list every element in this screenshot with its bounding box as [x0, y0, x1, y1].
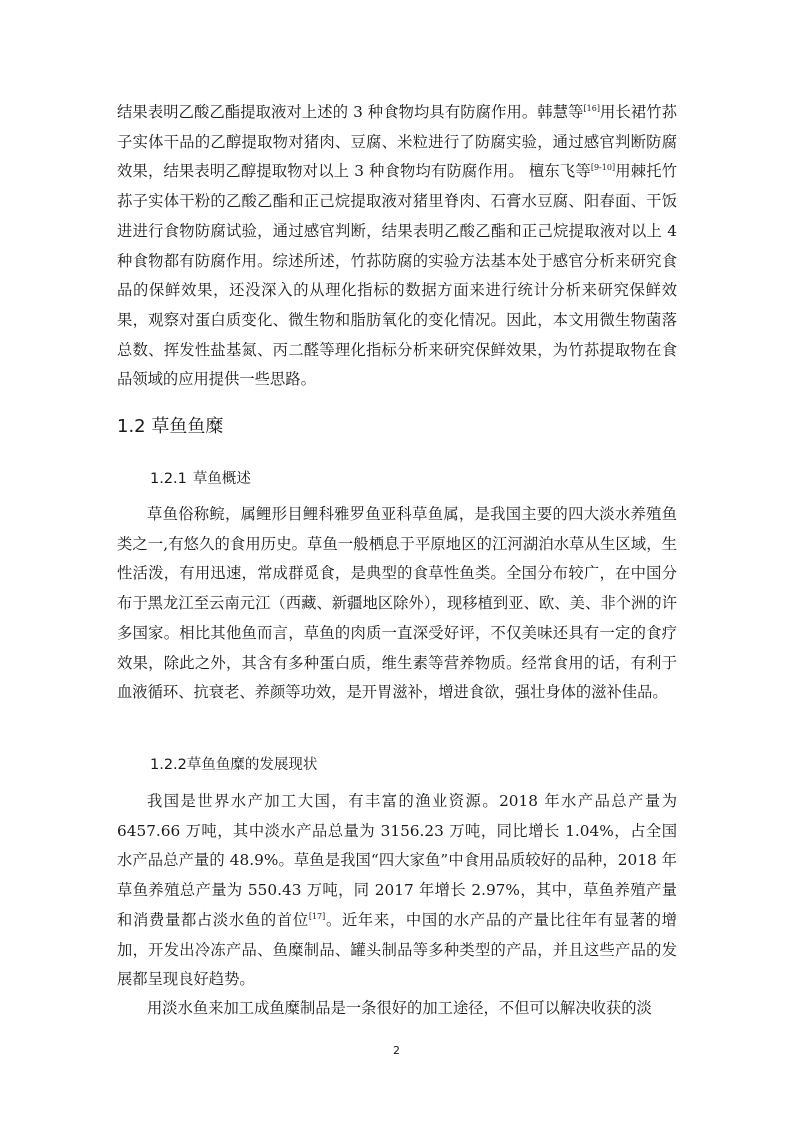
citation-ref: [9-10]	[590, 163, 616, 173]
section-heading-1-2-1	[150, 467, 251, 488]
paragraph-text: 我国是世界水产加工大国，有丰富的渔业资源。2018 年水产品总产量为 6457.66 万吨，其中淡水产品总量为 3156.23 万吨，同比增长 1.04%，占全国水产品总产量的 48.9%。草鱼是我国“四大家鱼”中食用品质较好的品种，2018 年草鱼养殖总产量为 550.43 万吨，同 2017 年增长 2.97%，其中，草鱼养殖产量和消费量都占淡水鱼的首位	[117, 792, 677, 929]
paragraph-text: 结果表明乙酸乙酯提取液对上述的 3 种食物均具有防腐作用。韩慧等	[117, 103, 584, 121]
body-paragraph	[117, 787, 677, 995]
heading-title: 草鱼概述	[192, 471, 251, 487]
section-heading-1-2-2	[150, 753, 317, 774]
page-number: 2	[393, 1044, 400, 1057]
heading-title: 草鱼鱼糜的发展现状	[186, 757, 318, 773]
paragraph-text: 用长裙竹荪子实体干品的乙醇提取物对猪肉、豆腐、米粒进行了防腐实验，通过感官判断防腐效果，结果表明乙醇提取物对以上 3 种食物均有防腐作用。 檀东飞等	[117, 103, 677, 181]
heading-number: 1.2	[117, 416, 146, 437]
heading-number: 1.2.2	[150, 757, 187, 773]
section-heading-1-2	[117, 412, 223, 438]
body-paragraph: 草鱼俗称鲩，属鲤形目鲤科雅罗鱼亚科草鱼属，是我国主要的四大淡水养殖鱼类之一,有悠久的食用历史。草鱼一般栖息于平原地区的江河湖泊水草从生区域，生性活泼，有用迅速，常成群觅食，是典型的食草性鱼类。全国分布较广，在中国分布于黑龙江至云南元江（西藏、新疆地区除外），现移植到亚、欧、美、非个洲的许多国家。相比其他鱼而言，草鱼的肉质一直深受好评，不仅美味还具有一定的食疗效果，除此之外，其含有多种蛋白质，维生素等营养物质。经常食用的话，有利于血液循环、抗衰老、养颜等功效，是开胃滋补，增进食欲，强壮身体的滋补佳品。	[117, 505, 677, 702]
citation-ref: [17]	[308, 911, 326, 921]
citation-ref: [16]	[583, 104, 600, 113]
paragraph-text: 。近年来，中国的水产品的产量比往年有显著的增加，开发出冷冻产品、鱼糜制品、罐头制品等多种类型的产品，并且这些产品的发展都呈现良好趋势。	[117, 910, 677, 989]
heading-title: 草鱼鱼糜	[151, 416, 224, 437]
body-paragraph: 用淡水鱼来加工成鱼糜制品是一条很好的加工途径，不但可以解决收获的淡	[147, 999, 652, 1017]
heading-number: 1.2.1	[150, 471, 187, 487]
paragraph-text: 用棘托竹荪子实体干粉的乙酸乙酯和正己烷提取液对猪里脊肉、石膏水豆腐、阳春面、干饭进进行食物防腐试验，通过感官判断，结果表明乙酸乙酯和正己烷提取液对以上 4 种食物都有防腐作用。综述所述，竹荪防腐的实验方法基本处于感官分析来研究食品的保鲜效果，还没深入的从理化指标的数据方面来进行统计分析来研究保鲜效果，观察对蛋白质变化、微生物和脂肪氧化的变化情况。因此，本文用微生物菌落总数、挥发性盐基氮、丙二醛等理化指标分析来研究保鲜效果，为竹荪提取物在食品领域的应用提供一些思路。	[117, 162, 677, 389]
body-paragraph	[117, 98, 677, 395]
